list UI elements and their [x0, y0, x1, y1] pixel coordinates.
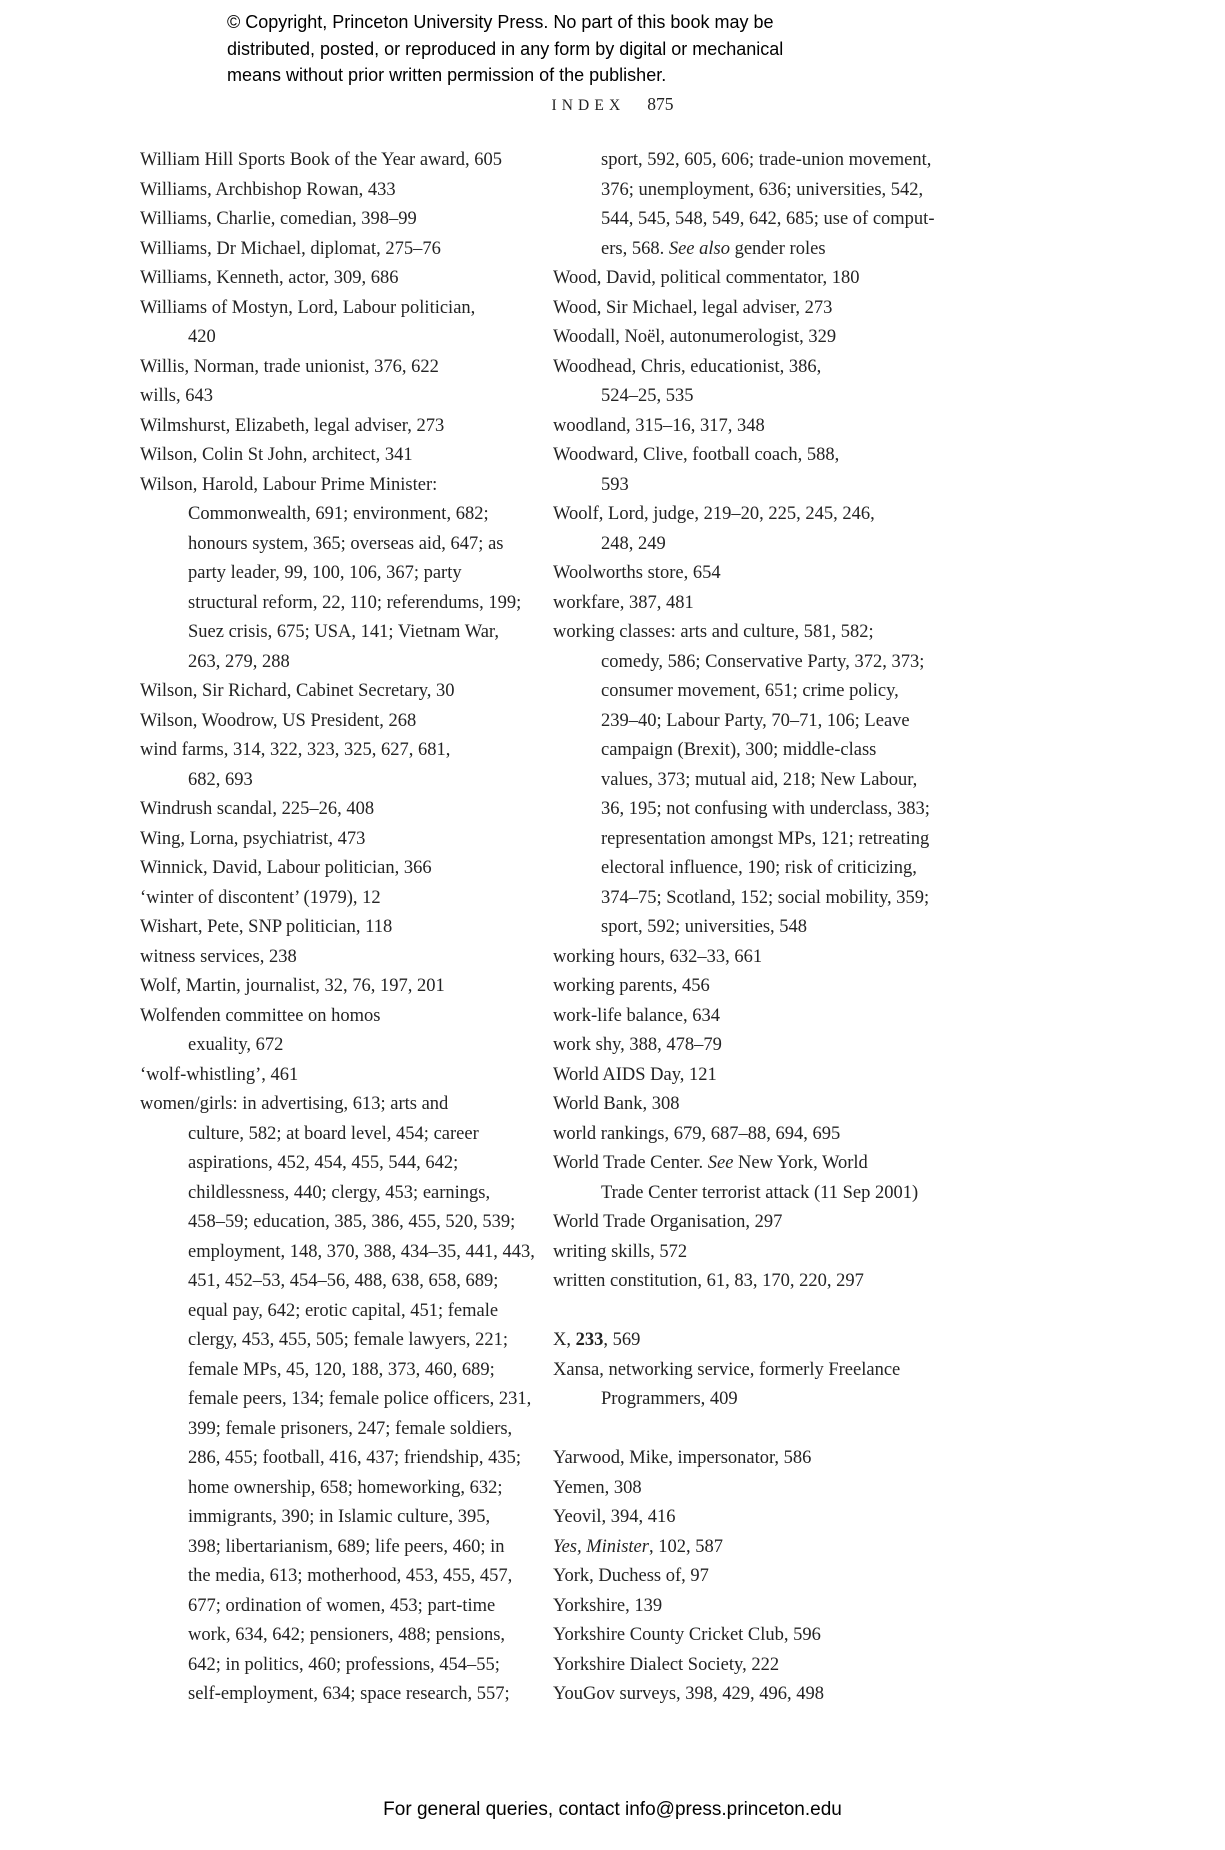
- index-entry-line: Williams, Kenneth, actor, 309, 686: [140, 268, 399, 288]
- index-entry: [140, 736, 552, 795]
- index-entry-line: female peers, 134; female police officers, 231,: [188, 1389, 532, 1409]
- index-entry-line: Woolworths store, 654: [553, 563, 721, 583]
- copyright-line: © Copyright, Princeton University Press. No part of this book may be: [227, 12, 774, 32]
- index-entry: [553, 441, 965, 500]
- index-entry-line: Yorkshire Dialect Society, 222: [553, 1654, 780, 1675]
- index-entry: [553, 1238, 965, 1268]
- entry-group-spacer: [553, 1415, 965, 1445]
- index-entry: [140, 1061, 552, 1091]
- index-entry-line: working classes: arts and culture, 581, 582;: [553, 622, 874, 642]
- index-entry-line: X, 233, 569: [553, 1330, 641, 1350]
- index-entry-line: Wood, Sir Michael, legal adviser, 273: [553, 297, 833, 318]
- copyright-line: distributed, posted, or reproduced in any form by digital or mechanical: [227, 38, 784, 59]
- index-column: [140, 146, 552, 1710]
- index-entry-line: World AIDS Day, 121: [553, 1064, 717, 1085]
- index-entry-line: 682, 693: [188, 769, 253, 790]
- index-entry: [553, 264, 965, 294]
- index-entry-line: home ownership, 658; homeworking, 632;: [188, 1477, 503, 1498]
- copyright-line: means without prior written permission of the publisher.: [227, 65, 667, 85]
- index-entry-line: structural reform, 22, 110; referendums, 199;: [188, 592, 522, 613]
- index-entry-line: Yeovil, 394, 416: [553, 1507, 676, 1527]
- index-entry-line: Wilson, Woodrow, US President, 268: [140, 710, 417, 731]
- index-entry-line: Commonwealth, 691; environment, 682;: [188, 504, 489, 524]
- index-entry: [553, 1444, 965, 1474]
- index-entry-line: Woolf, Lord, judge, 219–20, 225, 245, 246,: [553, 504, 875, 524]
- copyright-notice: [227, 9, 783, 89]
- index-entry: [140, 884, 552, 914]
- index-entry-line: Programmers, 409: [601, 1389, 738, 1409]
- index-entry-line: Wilmshurst, Elizabeth, legal adviser, 273: [140, 415, 445, 436]
- page-number: 875: [647, 94, 674, 114]
- index-entry: [553, 1149, 965, 1208]
- index-entry: [553, 1562, 965, 1592]
- index-entry: [140, 913, 552, 943]
- index-entry-line: Willis, Norman, trade unionist, 376, 622: [140, 356, 439, 377]
- index-entry: [140, 294, 552, 353]
- index-entry-line: Williams, Charlie, comedian, 398–99: [140, 209, 417, 229]
- index-entry-line: Xansa, networking service, formerly Freelance: [553, 1359, 901, 1380]
- index-entry-line: electoral influence, 190; risk of criticizing,: [601, 858, 917, 878]
- index-entry: [140, 1090, 552, 1710]
- index-entry-line: Williams, Archbishop Rowan, 433: [140, 179, 396, 200]
- index-entry-line: Windrush scandal, 225–26, 408: [140, 799, 375, 819]
- index-entry-line: Wolfenden committee on homos: [140, 1005, 381, 1026]
- index-entry: [140, 412, 552, 442]
- index-entry-line: 239–40; Labour Party, 70–71, 106; Leave: [601, 710, 910, 731]
- index-entry: [553, 1621, 965, 1651]
- index-entry: [140, 972, 552, 1002]
- index-entry: [553, 1651, 965, 1681]
- index-entry-line: 374–75; Scotland, 152; social mobility, 359;: [601, 887, 930, 908]
- index-entry-line: Wood, David, political commentator, 180: [553, 268, 860, 288]
- index-entry-line: written constitution, 61, 83, 170, 220, 297: [553, 1271, 864, 1291]
- index-entry: [140, 854, 552, 884]
- index-entry-line: 399; female prisoners, 247; female soldiers,: [188, 1418, 513, 1439]
- index-entry-line: party leader, 99, 100, 106, 367; party: [188, 563, 462, 583]
- index-entry: [140, 353, 552, 383]
- index-entry-line: sport, 592, 605, 606; trade-union movement,: [601, 150, 932, 170]
- index-entry-line: ‘wolf-whistling’, 461: [140, 1064, 299, 1085]
- index-entry-line: 593: [601, 474, 629, 495]
- index-entry: [553, 1120, 965, 1150]
- index-entry-line: 376; unemployment, 636; universities, 542,: [601, 179, 924, 200]
- index-column: [553, 146, 965, 1710]
- index-entry-line: 677; ordination of women, 453; part-time: [188, 1595, 496, 1616]
- index-entry-line: work shy, 388, 478–79: [553, 1035, 722, 1055]
- index-entry-line: workfare, 387, 481: [553, 592, 694, 613]
- index-entry-line: employment, 148, 370, 388, 434–35, 441, 443,: [188, 1241, 535, 1262]
- index-entry-line: sport, 592; universities, 548: [601, 917, 808, 937]
- index-entry-line: Woodall, Noël, autonumerologist, 329: [553, 327, 837, 347]
- index-entry: [553, 1061, 965, 1091]
- index-entry: [553, 559, 965, 589]
- index-entry: [140, 235, 552, 265]
- index-entry: [140, 205, 552, 235]
- index-entry-line: wills, 643: [140, 386, 213, 406]
- index-entry: [553, 1533, 965, 1563]
- index-entry: [553, 1031, 965, 1061]
- index-entry: [140, 382, 552, 412]
- index-entry-line: working hours, 632–33, 661: [553, 946, 763, 967]
- index-entry-line: 420: [188, 327, 216, 347]
- index-entry-line: Wishart, Pete, SNP politician, 118: [140, 917, 393, 937]
- index-entry-line: 451, 452–53, 454–56, 488, 638, 658, 689;: [188, 1271, 499, 1291]
- index-entry: [553, 1356, 965, 1415]
- index-entry-line: 544, 545, 548, 549, 642, 685; use of comput-: [601, 209, 935, 229]
- index-entry: [553, 1680, 965, 1710]
- index-entry: [553, 1208, 965, 1238]
- index-entry-line: campaign (Brexit), 300; middle-class: [601, 740, 877, 760]
- index-entry-line: clergy, 453, 455, 505; female lawyers, 221;: [188, 1330, 509, 1350]
- index-entry-line: wind farms, 314, 322, 323, 325, 627, 681,: [140, 740, 451, 760]
- index-entry-line: comedy, 586; Conservative Party, 372, 373;: [601, 651, 925, 672]
- index-entry-line: Yorkshire County Cricket Club, 596: [553, 1625, 821, 1645]
- index-entry-line: 248, 249: [601, 533, 666, 554]
- index-entry-line: Wilson, Harold, Labour Prime Minister:: [140, 474, 438, 495]
- index-entry-line: Woodhead, Chris, educationist, 386,: [553, 356, 822, 377]
- index-entry-line: self-employment, 634; space research, 557;: [188, 1684, 510, 1704]
- index-entry-line: World Trade Center. See New York, World: [553, 1153, 868, 1173]
- index-entry-line: work-life balance, 634: [553, 1005, 720, 1026]
- index-entry-line: witness services, 238: [140, 946, 297, 967]
- index-entry-line: York, Duchess of, 97: [553, 1566, 709, 1586]
- index-entry-line: 286, 455; football, 416, 437; friendship, 435;: [188, 1448, 521, 1468]
- index-entry-line: exuality, 672: [188, 1035, 284, 1055]
- index-entry-line: Winnick, David, Labour politician, 366: [140, 858, 432, 878]
- index-entry-line: Trade Center terrorist attack (11 Sep 2001): [601, 1182, 919, 1203]
- footer-contact-text: For general queries, contact info@press.princeton.edu: [383, 1799, 842, 1820]
- index-entry: [140, 176, 552, 206]
- index-entry: [553, 353, 965, 412]
- index-entry-line: World Trade Organisation, 297: [553, 1212, 783, 1232]
- index-entry-line: Wilson, Colin St John, architect, 341: [140, 445, 413, 465]
- index-entry: [553, 1267, 965, 1297]
- index-entry: [553, 294, 965, 324]
- index-entry: [553, 589, 965, 619]
- index-entry-line: 642; in politics, 460; professions, 454–55;: [188, 1654, 500, 1675]
- index-entry: [553, 1592, 965, 1622]
- index-entry: [553, 943, 965, 973]
- index-entry-line: work, 634, 642; pensioners, 488; pensions,: [188, 1625, 506, 1645]
- index-entry: [553, 500, 965, 559]
- index-entry-line: Yes, Minister, 102, 587: [553, 1536, 723, 1557]
- index-entry-line: woodland, 315–16, 317, 348: [553, 415, 765, 436]
- index-entry-line: aspirations, 452, 454, 455, 544, 642;: [188, 1153, 459, 1173]
- index-entry: [140, 1002, 552, 1061]
- index-entry-line: childlessness, 440; clergy, 453; earnings,: [188, 1182, 491, 1203]
- index-entry-line: World Bank, 308: [553, 1094, 680, 1114]
- index-entry-line: Suez crisis, 675; USA, 141; Vietnam War,: [188, 622, 499, 642]
- entry-group-spacer: [553, 1297, 965, 1327]
- index-entry-line: Wing, Lorna, psychiatrist, 473: [140, 828, 366, 849]
- index-entry: [140, 264, 552, 294]
- index-entry-line: female MPs, 45, 120, 188, 373, 460, 689;: [188, 1359, 495, 1380]
- index-entry: [140, 146, 552, 176]
- index-entry-line: writing skills, 572: [553, 1241, 688, 1262]
- index-entry: [140, 471, 552, 678]
- index-entry-line: immigrants, 390; in Islamic culture, 395,: [188, 1507, 491, 1527]
- index-entry-line: Woodward, Clive, football coach, 588,: [553, 445, 840, 465]
- index-entry-line: William Hill Sports Book of the Year award, 605: [140, 150, 503, 170]
- index-entry-line: consumer movement, 651; crime policy,: [601, 681, 899, 701]
- index-entry: [140, 677, 552, 707]
- index-entry-line: the media, 613; motherhood, 453, 455, 457,: [188, 1566, 513, 1586]
- index-entry: [140, 441, 552, 471]
- index-entry: [553, 1002, 965, 1032]
- index-entry-line: 524–25, 535: [601, 386, 694, 406]
- index-entry-line: YouGov surveys, 398, 429, 496, 498: [553, 1684, 825, 1704]
- index-entry: [553, 412, 965, 442]
- index-entry-line: values, 373; mutual aid, 218; New Labour,: [601, 769, 918, 790]
- index-entry-line: Wolf, Martin, journalist, 32, 76, 197, 201: [140, 976, 445, 996]
- index-entry: [553, 618, 965, 943]
- index-entry-line: representation amongst MPs, 121; retreating: [601, 828, 930, 849]
- index-entry-line: 36, 195; not confusing with underclass, 383;: [601, 799, 930, 819]
- index-entry: [553, 1474, 965, 1504]
- index-entry: [140, 795, 552, 825]
- index-entry-line: culture, 582; at board level, 454; career: [188, 1123, 479, 1144]
- index-entry-line: 398; libertarianism, 689; life peers, 460; in: [188, 1536, 505, 1557]
- index-entry-line: women/girls: in advertising, 613; arts and: [140, 1094, 449, 1114]
- index-entry: [553, 1090, 965, 1120]
- index-entry: [553, 1326, 965, 1356]
- index-entry-line: Yarwood, Mike, impersonator, 586: [553, 1448, 812, 1468]
- index-entry-line: Williams of Mostyn, Lord, Labour politician,: [140, 297, 476, 318]
- index-entry-line: Wilson, Sir Richard, Cabinet Secretary, 30: [140, 681, 455, 701]
- index-entry-line: equal pay, 642; erotic capital, 451; female: [188, 1300, 499, 1321]
- running-head: [0, 94, 1225, 115]
- index-entry: [553, 323, 965, 353]
- index-entry-line: ‘winter of discontent’ (1979), 12: [140, 887, 381, 908]
- index-entry: [553, 146, 965, 264]
- index-entry-line: Williams, Dr Michael, diplomat, 275–76: [140, 238, 441, 259]
- index-entry: [140, 943, 552, 973]
- index-entry: [553, 972, 965, 1002]
- index-entry-line: Yemen, 308: [553, 1477, 642, 1498]
- index-entry: [140, 707, 552, 737]
- index-entry: [553, 1503, 965, 1533]
- index-entry-line: working parents, 456: [553, 976, 710, 996]
- page-title: INDEX: [551, 97, 626, 114]
- index-entry-line: ers, 568. See also gender roles: [601, 238, 826, 259]
- index-entry-line: 458–59; education, 385, 386, 455, 520, 539;: [188, 1212, 516, 1232]
- index-entry-line: world rankings, 679, 687–88, 694, 695: [553, 1123, 841, 1144]
- index-entry: [140, 825, 552, 855]
- index-entry-line: Yorkshire, 139: [553, 1595, 663, 1616]
- index-entry-line: honours system, 365; overseas aid, 647; as: [188, 533, 504, 554]
- index-entry-line: 263, 279, 288: [188, 651, 290, 672]
